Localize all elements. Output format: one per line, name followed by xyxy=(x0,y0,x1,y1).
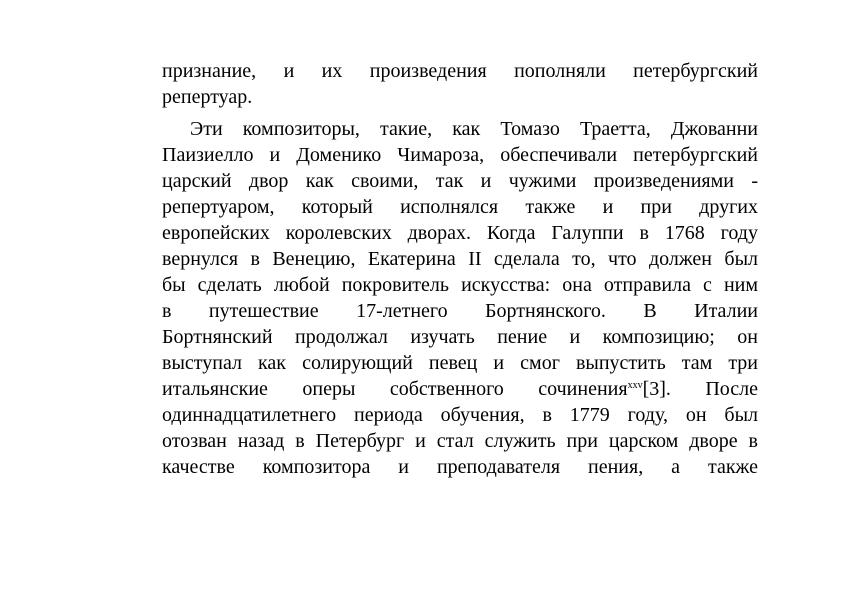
text-line: Паизиелло и Доменико Чимароза, обеспечивали петербургский xyxy=(162,144,758,166)
text-line: выступал как солирующий певец и смог выпустить там три xyxy=(162,352,758,374)
paragraph xyxy=(162,116,758,480)
text-fragment: [3]. После xyxy=(642,378,758,400)
text-line: в путешествие 17-летнего Бортнянского. В Италии xyxy=(162,300,758,322)
text-line: качестве композитора и преподавателя пения, а также xyxy=(162,456,758,478)
text-line: репертуар. xyxy=(162,86,253,108)
body-text xyxy=(162,58,758,480)
footnote-marker[interactable]: xxv xyxy=(627,380,643,391)
text-line: европейских королевских дворах. Когда Галуппи в 1768 году xyxy=(162,222,758,244)
text-line: признание, и их произведения пополняли петербургский xyxy=(162,60,758,82)
text-line: вернулся в Венецию, Екатерина II сделала то, что должен был xyxy=(162,248,758,270)
text-line: Эти композиторы, такие, как Томазо Траетта, Джованни xyxy=(190,118,758,140)
paragraph-continuation xyxy=(162,58,758,110)
text-line: царский двор как своими, так и чужими произведениями - xyxy=(162,170,758,192)
text-fragment: итальянские оперы собственного сочинения xyxy=(162,378,628,400)
text-line: отозван назад в Петербург и стал служить при царском дворе в xyxy=(162,430,758,452)
text-line: Бортнянский продолжал изучать пение и композицию; он xyxy=(162,326,758,348)
text-line-with-footnote xyxy=(162,376,758,402)
text-line: одиннадцатилетнего периода обучения, в 1779 году, он был xyxy=(162,404,758,426)
text-line: репертуаром, который исполнялся также и при других xyxy=(162,196,758,218)
text-line: бы сделать любой покровитель искусства: она отправила с ним xyxy=(162,274,758,296)
